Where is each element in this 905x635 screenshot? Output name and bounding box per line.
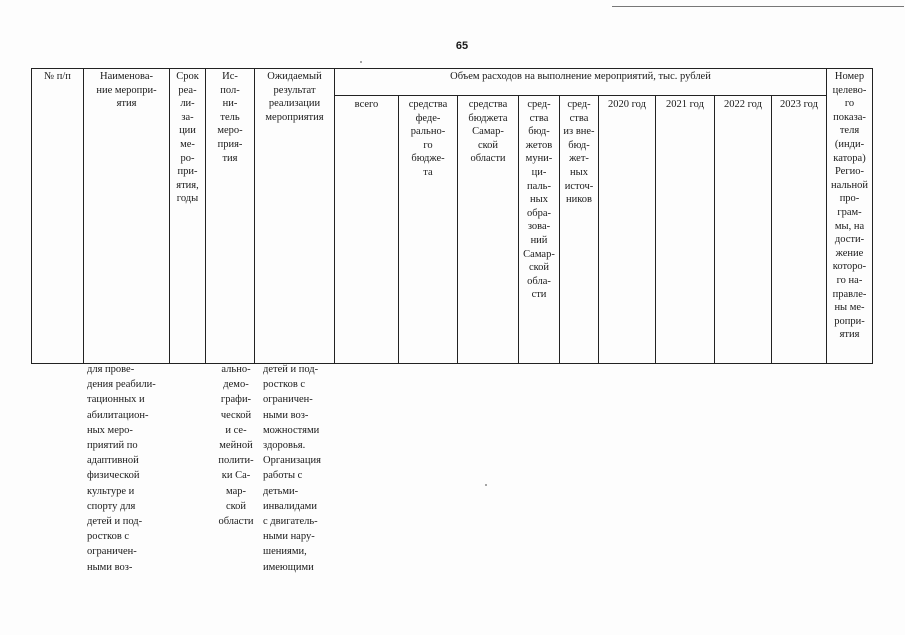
col-header-number: № п/п: [32, 69, 84, 364]
subheader-2022: 2022 год: [715, 96, 772, 364]
col-header-executor: Ис- пол- ни- тель меро- прия- тия: [206, 69, 255, 364]
continuation-executor-text: ально- демо- графи- ческой и се- мейной полити- ки Са- мар- ской области: [218, 364, 254, 528]
subheader-2020: 2020 год: [599, 96, 656, 364]
col-header-term: Срок реа- ли- за- ции ме- ро- при- ятия, годы: [170, 69, 206, 364]
measures-table: [31, 68, 873, 364]
scan-speck: [360, 61, 362, 63]
page-number: 65: [455, 40, 469, 52]
subheader-municipal: сред- ства бюд- жетов муни- ци- паль- ных обра- зова- ний Самар- ской обла- сти: [519, 96, 560, 364]
top-edge-line: [612, 6, 904, 7]
subheader-total: всего: [335, 96, 399, 364]
subheader-2021: 2021 год: [656, 96, 715, 364]
col-header-indicator: Номер целево- го показа- теля (инди- катора) Регио- нальной про- грам- мы, на дости- жение которо- го на- правле- ны ме- ропри- ятия: [827, 69, 873, 364]
subheader-federal: средства феде- рально- го бюдже- та: [399, 96, 458, 364]
subheader-2023: 2023 год: [772, 96, 827, 364]
header-row: [32, 69, 873, 96]
continuation-name-text: для прове- дения реабили- тационных и абилитацион- ных меро- приятий по адаптивной физической культуре и спорту для детей и под- ростков с ограничен- ными воз-: [87, 364, 156, 573]
subheader-regional: средства бюджета Самар- ской области: [458, 96, 519, 364]
col-header-result: Ожидаемый результат реализации мероприятия: [255, 69, 335, 364]
col-header-name: Наименова- ние меропри- ятия: [84, 69, 170, 364]
subheader-extrabudget: сред- ства из вне- бюд- жет- ных источ- ников: [560, 96, 599, 364]
scan-speck: [485, 484, 487, 486]
continuation-result-text: детей и под- ростков с ограничен- ными воз- можностями здоровья. Организация работы с детьми- инвалидами с двигатель- ными нару- шениями, имеющими: [263, 364, 321, 573]
col-header-expenses: Объем расходов на выполнение мероприятий, тыс. рублей: [335, 69, 827, 96]
